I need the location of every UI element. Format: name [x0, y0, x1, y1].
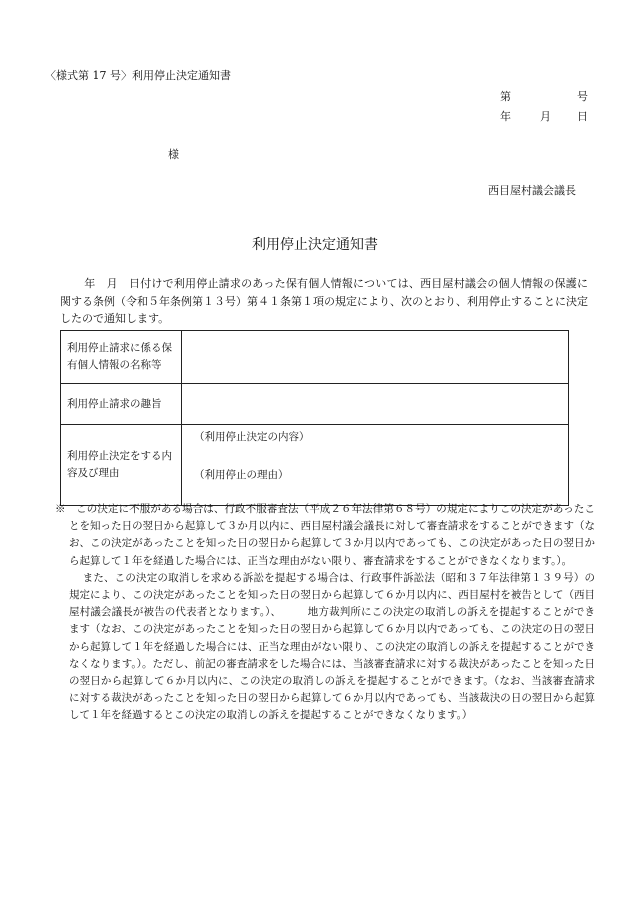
- date-month: 月: [540, 110, 551, 123]
- row-label-decision-content: 利用停止決定をする内容及び理由: [61, 425, 182, 506]
- table-row: [61, 331, 569, 384]
- addressee-suffix: 様: [168, 148, 179, 161]
- date-day: 日: [577, 110, 588, 123]
- intro-paragraph: 年 月 日付けで利用停止請求のあった保有個人情報については、西目屋村議会の個人情報の保護に関する条例（令和５年条例第１３号）第４１条第１項の規定により、次のとおり、利用停止することに決定したので通知します。: [60, 277, 588, 325]
- notes-section: [55, 501, 595, 725]
- number-suffix: 号: [577, 90, 588, 103]
- document-title: 利用停止決定通知書: [252, 237, 378, 253]
- decision-table: [60, 330, 569, 506]
- number-prefix: 第: [500, 90, 511, 103]
- form-number: 〈様式第 17 号〉利用停止決定通知書: [45, 69, 231, 82]
- row-value-request-purpose: [182, 384, 569, 425]
- table-row: [61, 425, 569, 506]
- date-year: 年: [500, 110, 511, 123]
- row-value-info-name: [182, 331, 569, 384]
- decision-content-heading: （利用停止決定の内容）: [194, 431, 310, 443]
- row-label-request-purpose: 利用停止請求の趣旨: [61, 384, 182, 425]
- decision-reason-heading: （利用停止の理由）: [194, 469, 289, 481]
- sender-name: 西目屋村議会議長: [488, 184, 576, 197]
- row-label-info-name: 利用停止請求に係る保有個人情報の名称等: [61, 331, 182, 384]
- table-row: [61, 384, 569, 425]
- row-value-decision-content: [182, 425, 569, 506]
- note-lawsuit: また、この決定の取消しを求める訴訟を提起する場合は、行政事件訴訟法（昭和３７年法律第１３９号）の規定により、この決定があったことを知った日の翌日から起算して６か月以内に、西目屋村を被告として（西目屋村議会議長が被告の代表者となります。）、 地方裁判所にこの決定の取消しの訴えを提起することができます（なお、この決定があったことを知った日の翌日から起算して６か月以内であっても、この決定の日の翌日から起算して１年を経過した場合には、正当な理由がない限り、この決定の取消しの訴えを提起することができなくなります。）。ただし、前記の審査請求をした場合には、当該審査請求に対する裁決があったことを知った日の翌日から起算して６か月以内に、この決定の取消しの訴えを提起することができます。（なお、当該審査請求に対する裁決があったことを知った日の翌日から起算して６か月以内であっても、当該裁決の日の翌日から起算して１年を経過するとこの決定の取消しの訴えを提起することができなくなります。）: [69, 571, 595, 722]
- note-appeal: ※ この決定に不服がある場合は、行政不服審査法（平成２６年法律第６８号）の規定によりこの決定があったことを知った日の翌日から起算して３か月以内に、西目屋村議会議長に対して審査請求をすることができます（なお、この決定があったことを知った日の翌日から起算して３か月以内であっても、この決定があった日の翌日から起算して１年を経過した場合には、正当な理由がない限り、審査請求をすることができなくなります。）。: [55, 503, 595, 567]
